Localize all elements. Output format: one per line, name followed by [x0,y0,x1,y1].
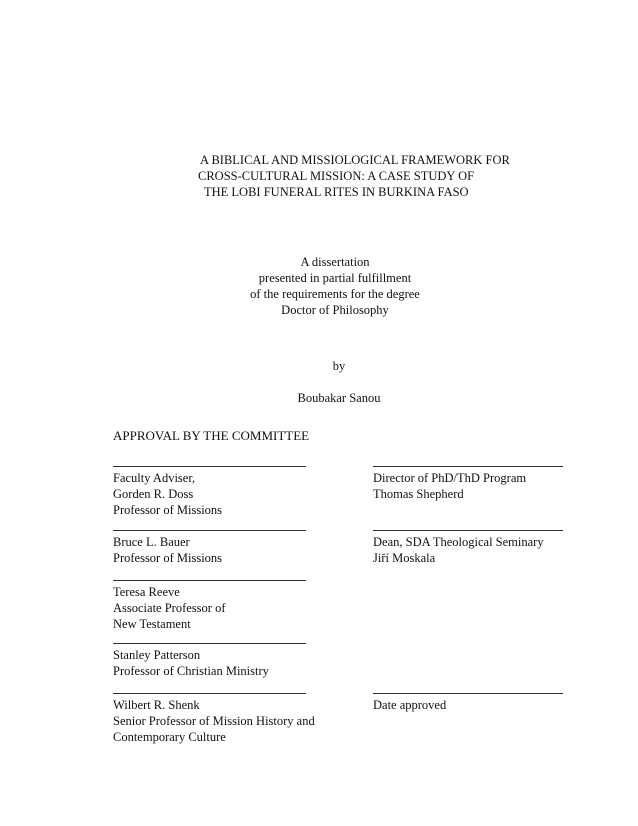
signature-text: New Testament [113,617,191,631]
title-line-3: THE LOBI FUNERAL RITES IN BURKINA FASO [204,185,469,199]
signature-text: Stanley Patterson [113,648,201,662]
signature-text: Thomas Shepherd [373,487,464,501]
dissertation-line-1: A dissertation [300,255,370,269]
signature-line [113,450,306,467]
signature-block-adviser [113,450,306,518]
signature-line [113,627,306,644]
signature-text: Wilbert R. Shenk [113,698,200,712]
signature-text: Dean, SDA Theological Seminary [373,535,544,549]
signature-text: Director of PhD/ThD Program [373,471,527,485]
signature-line [113,514,306,531]
signature-block-bauer [113,514,306,566]
dissertation-statement [16,254,638,318]
signature-text: Professor of Christian Ministry [113,664,269,678]
dissertation-line-2: presented in partial fulfillment [258,271,412,285]
signature-line [373,514,563,531]
signature-text: Senior Professor of Mission History and [113,714,315,728]
approval-heading: APPROVAL BY THE COMMITTEE [113,428,310,443]
dissertation-line-4: Doctor of Philosophy [281,303,389,317]
title-line-2: CROSS-CULTURAL MISSION: A CASE STUDY OF [198,169,475,183]
signature-text: Professor of Missions [113,503,223,517]
signature-text: Professor of Missions [113,551,223,565]
signature-block-dean [373,514,563,566]
date-approved-label: Date approved [373,698,447,712]
signature-line [113,564,306,581]
signature-block-date [373,677,563,713]
signature-text: Bruce L. Bauer [113,535,190,549]
signature-text: Associate Professor of [113,601,226,615]
author-name: Boubakar Sanou [297,391,381,405]
signature-text: Faculty Adviser, [113,471,196,485]
byline-by: by [332,359,346,373]
signature-block-reeve [113,564,306,632]
signature-text: Gorden R. Doss [113,487,194,501]
signature-line [373,450,563,467]
signature-block-program-director [373,450,563,502]
signature-block-patterson [113,627,306,679]
signature-text: Jiří Moskala [373,551,436,565]
signature-block-shenk [113,677,315,745]
signature-text: Teresa Reeve [113,585,180,599]
signature-line [113,677,306,694]
signature-line [373,677,563,694]
title-line-1: A BIBLICAL AND MISSIOLOGICAL FRAMEWORK FOR [200,153,510,167]
signature-text: Contemporary Culture [113,730,226,744]
dissertation-line-3: of the requirements for the degree [250,287,420,301]
